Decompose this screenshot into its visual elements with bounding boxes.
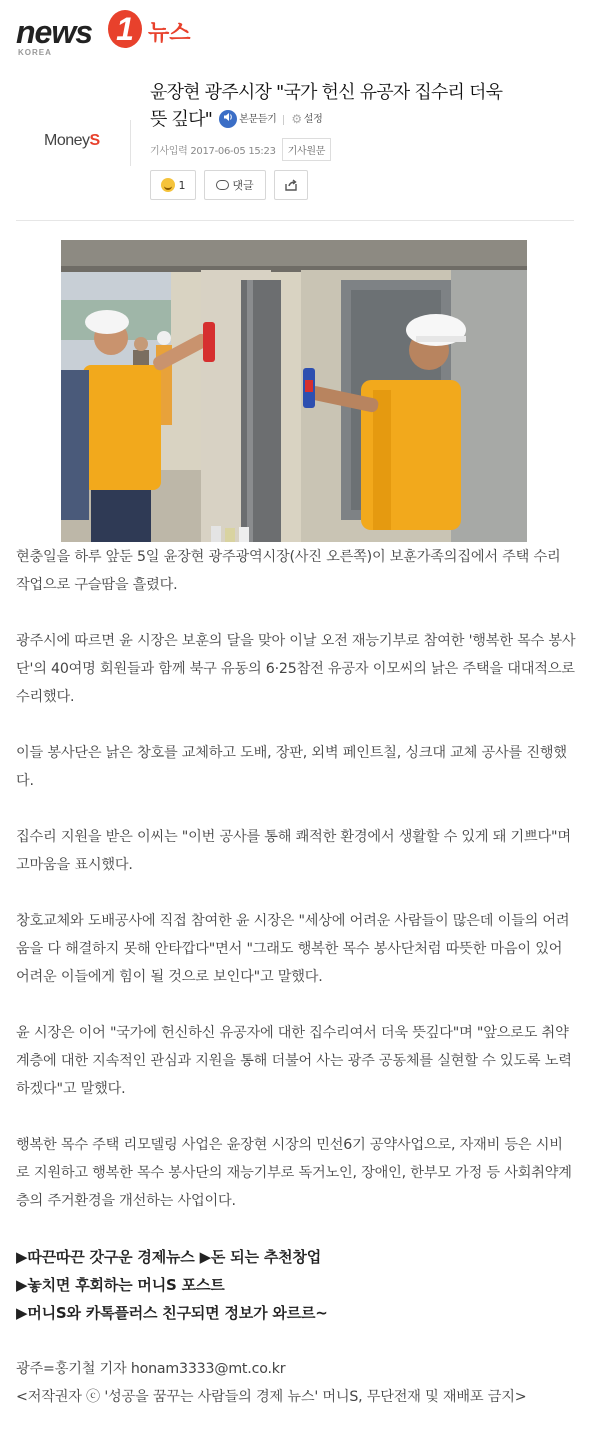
article-actions <box>150 170 308 200</box>
promo-link-3[interactable]: ▶머니S와 카톡플러스 친구되면 정보가 와르르~ <box>16 1304 328 1322</box>
comment-bubble-icon <box>216 180 229 190</box>
paragraph-4: 집수리 지원을 받은 이씨는 "이번 공사를 통해 쾌적한 환경에서 생활할 수 있게 돼 기쁘다"며 고마움을 표시했다. <box>16 829 571 873</box>
paragraph-5: 창호교체와 도배공사에 직접 참여한 윤 시장은 "세상에 어려운 사람들이 많은데 이들의 어려움을 다 해결하지 못해 안타깝다"면서 "그래도 행복한 목수 봉사단처럼 따뜻한 마음이 있어 어려운 이들에게 힘이 될 것으로 보인다"고 말했다. <box>16 913 570 985</box>
paragraph-3: 이들 봉사단은 낡은 창호를 교체하고 도배, 장판, 외벽 페인트칠, 싱크대 교체 공사를 진행했다. <box>16 745 567 789</box>
listen-label: 본문듣기 <box>239 113 277 125</box>
publish-time: 기사입력 2017-06-05 15:23 <box>150 145 276 157</box>
article-meta <box>150 138 331 160</box>
byline: 광주=홍기철 기자 honam3333@mt.co.kr <box>16 1361 286 1377</box>
share-icon <box>283 177 299 193</box>
tools-divider <box>283 115 284 125</box>
source-suffix: S <box>89 132 100 149</box>
header-divider <box>16 220 574 221</box>
logo-korean: 뉴스 <box>148 21 191 46</box>
article-tools <box>219 106 322 134</box>
logo-number: 1 <box>108 10 142 48</box>
paragraph-1: 현충일을 하루 앞둔 5일 윤장현 광주광역시장(사진 오른쪽)이 보훈가족의집에서 주택 수리 작업으로 구슬땀을 흘렸다. <box>16 549 561 593</box>
promo-link-2[interactable]: ▶놓치면 후회하는 머니S 포스트 <box>16 1276 225 1294</box>
smile-emoji-icon <box>161 178 175 192</box>
title-line-2: 뜻 깊다" <box>150 108 213 130</box>
reaction-count: 1 <box>178 178 186 192</box>
paragraph-7: 행복한 목수 주택 리모델링 사업은 윤장현 시장의 민선6기 공약사업으로, 자재비 등은 시비로 지원하고 행복한 목수 봉사단의 재능기부로 독거노인, 장애인, 한부모 가정 등 사회취약계층의 주거환경을 개선하는 사업이다. <box>16 1137 572 1209</box>
source-logo[interactable] <box>44 132 100 150</box>
article-body <box>16 543 576 1411</box>
promo-link-1[interactable]: ▶따끈따끈 갓구운 경제뉴스 ▶돈 되는 추천창업 <box>16 1248 322 1266</box>
original-article-link[interactable]: 기사원문 <box>282 138 331 161</box>
share-button[interactable] <box>274 170 308 200</box>
logo-sub: KOREA <box>18 48 52 57</box>
gear-icon: ⚙ <box>291 112 302 126</box>
speaker-icon <box>219 110 237 128</box>
settings-label: 설정 <box>303 114 323 125</box>
title-line-1: 윤장현 광주시장 "국가 헌신 유공자 집수리 더욱 <box>150 82 503 103</box>
news1-logo[interactable] <box>16 8 216 58</box>
paragraph-2: 광주시에 따르면 윤 시장은 보훈의 달을 맞아 이날 오전 재능기부로 참여한 '행복한 목수 봉사단'의 40여명 회원들과 함께 북구 유동의 6·25참전 유공자 이모씨의 낡은 주택을 대대적으로 수리했다. <box>16 633 576 705</box>
comment-label: 댓글 <box>232 179 254 192</box>
paragraph-6: 윤 시장은 이어 "국가에 헌신하신 유공자에 대한 집수리여서 더욱 뜻깊다"며 "앞으로도 취약계층에 대한 지속적인 관심과 지원을 통해 더불어 사는 광주 공동체를 실현할 수 있도록 노력하겠다"고 말했다. <box>16 1025 572 1097</box>
copyright-notice: <저작권자 ⓒ '성공을 꿈꾸는 사람들의 경제 뉴스' 머니S, 무단전재 및 재배포 금지> <box>16 1389 527 1405</box>
promo-links <box>16 1243 576 1327</box>
listen-button[interactable] <box>219 107 276 133</box>
source-divider <box>130 120 131 166</box>
reaction-button[interactable] <box>150 170 196 200</box>
source-name: Money <box>44 132 90 149</box>
article-photo[interactable] <box>61 240 527 542</box>
photo-scene <box>61 240 527 542</box>
comment-button[interactable] <box>204 170 266 200</box>
settings-button[interactable] <box>291 106 322 133</box>
logo-text: news <box>16 14 93 50</box>
article-title <box>150 80 580 134</box>
